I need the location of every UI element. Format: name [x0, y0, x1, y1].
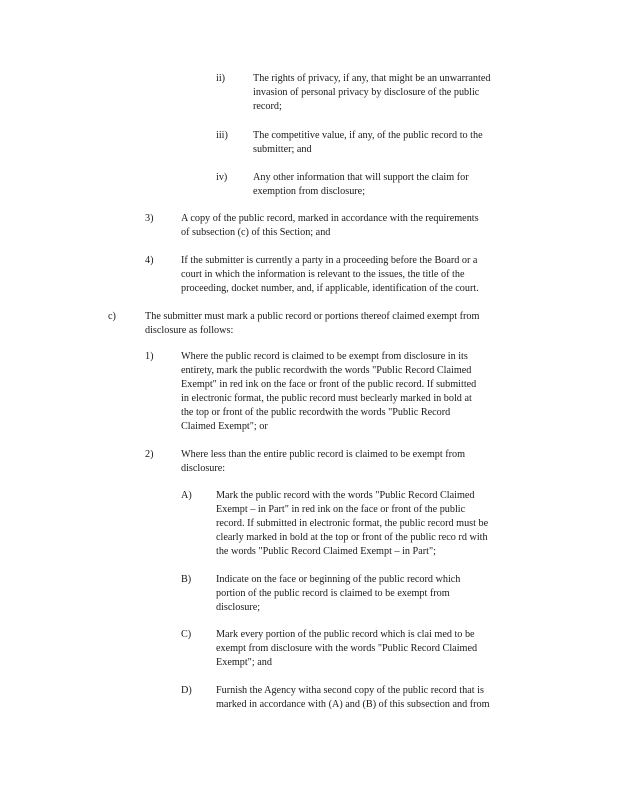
list-marker: ii)	[216, 73, 226, 84]
text-line: clearly marked in bold at the top or front of the public reco rd with	[216, 532, 488, 543]
text-line: Mark every portion of the public record which is clai med to be	[216, 629, 475, 640]
text-line: Where less than the entire public record is claimed to be exempt from	[181, 449, 466, 460]
text-line: Where the public record is claimed to be exempt from disclosure in its	[181, 351, 468, 362]
text-line: Exempt – in Part" in red ink on the face or front of the public	[216, 504, 466, 515]
text-line: portion of the public record is claimed to be exempt from	[216, 588, 450, 599]
text-line: record. If submitted in electronic format, the public record must be	[216, 518, 489, 529]
text-line: the top or front of the public recordwith the words "Public Record	[181, 407, 451, 418]
text-line: the words "Public Record Claimed Exempt – in Part";	[216, 546, 436, 557]
text-line: Claimed Exempt"; or	[181, 421, 268, 432]
text-line: Mark the public record with the words "Public Record Claimed	[216, 490, 475, 501]
text-line: Indicate on the face or beginning of the public record which	[216, 574, 461, 585]
text-line: Furnish the Agency witha second copy of the public record that is	[216, 685, 484, 696]
list-marker: iv)	[216, 172, 228, 183]
list-text	[181, 254, 533, 296]
list-marker: 1)	[145, 351, 154, 362]
text-line: The competitive value, if any, of the public record to the	[253, 130, 483, 141]
text-line: If the submitter is currently a party in a proceeding before the Board or a	[181, 255, 478, 266]
list-text	[216, 573, 506, 615]
list-text	[253, 72, 523, 114]
text-line: submitter; and	[253, 144, 312, 155]
text-line: disclosure:	[181, 463, 226, 474]
list-text	[216, 684, 536, 712]
list-marker: B)	[181, 574, 192, 585]
list-text	[253, 129, 523, 157]
text-line: proceeding, docket number, and, if applicable, identification of the court.	[181, 283, 479, 294]
list-marker: 3)	[145, 213, 154, 224]
text-line: Any other information that will support the claim for	[253, 172, 469, 183]
list-marker: iii)	[216, 130, 228, 141]
text-line: exempt from disclosure with the words "Public Record Claimed	[216, 643, 478, 654]
text-line: The submitter must mark a public record or portions thereof claimed exempt from	[145, 311, 480, 322]
list-marker: 4)	[145, 255, 154, 266]
list-text	[216, 489, 541, 559]
text-line: of subsection (c) of this Section; and	[181, 227, 331, 238]
text-line: The rights of privacy, if any, that might be an unwarranted	[253, 73, 491, 84]
text-line: Exempt"; and	[216, 657, 272, 668]
text-line: disclosure as follows:	[145, 325, 234, 336]
list-text	[216, 628, 521, 670]
list-text	[181, 448, 511, 476]
list-marker: D)	[181, 685, 192, 696]
list-text	[181, 212, 523, 240]
text-line: record;	[253, 101, 282, 112]
list-text	[253, 171, 508, 199]
list-text	[181, 350, 525, 434]
text-line: exemption from disclosure;	[253, 186, 366, 197]
text-line: court in which the information is relevant to the issues, the title of the	[181, 269, 465, 280]
list-text	[145, 310, 536, 338]
list-marker: 2)	[145, 449, 154, 460]
text-line: in electronic format, the public record must beclearly marked in bold at	[181, 393, 472, 404]
text-line: invasion of personal privacy by disclosure of the public	[253, 87, 480, 98]
text-line: disclosure;	[216, 602, 261, 613]
text-line: A copy of the public record, marked in accordance with the requirements	[181, 213, 479, 224]
list-marker: A)	[181, 490, 192, 501]
text-line: entirety, mark the public recordwith the words "Public Record Claimed	[181, 365, 472, 376]
list-marker: c)	[108, 311, 116, 322]
list-marker: C)	[181, 629, 192, 640]
text-line: Exempt" in red ink on the face or front of the public record. If submitted	[181, 379, 477, 390]
text-line: marked in accordance with (A) and (B) of this subsection and from	[216, 699, 490, 710]
